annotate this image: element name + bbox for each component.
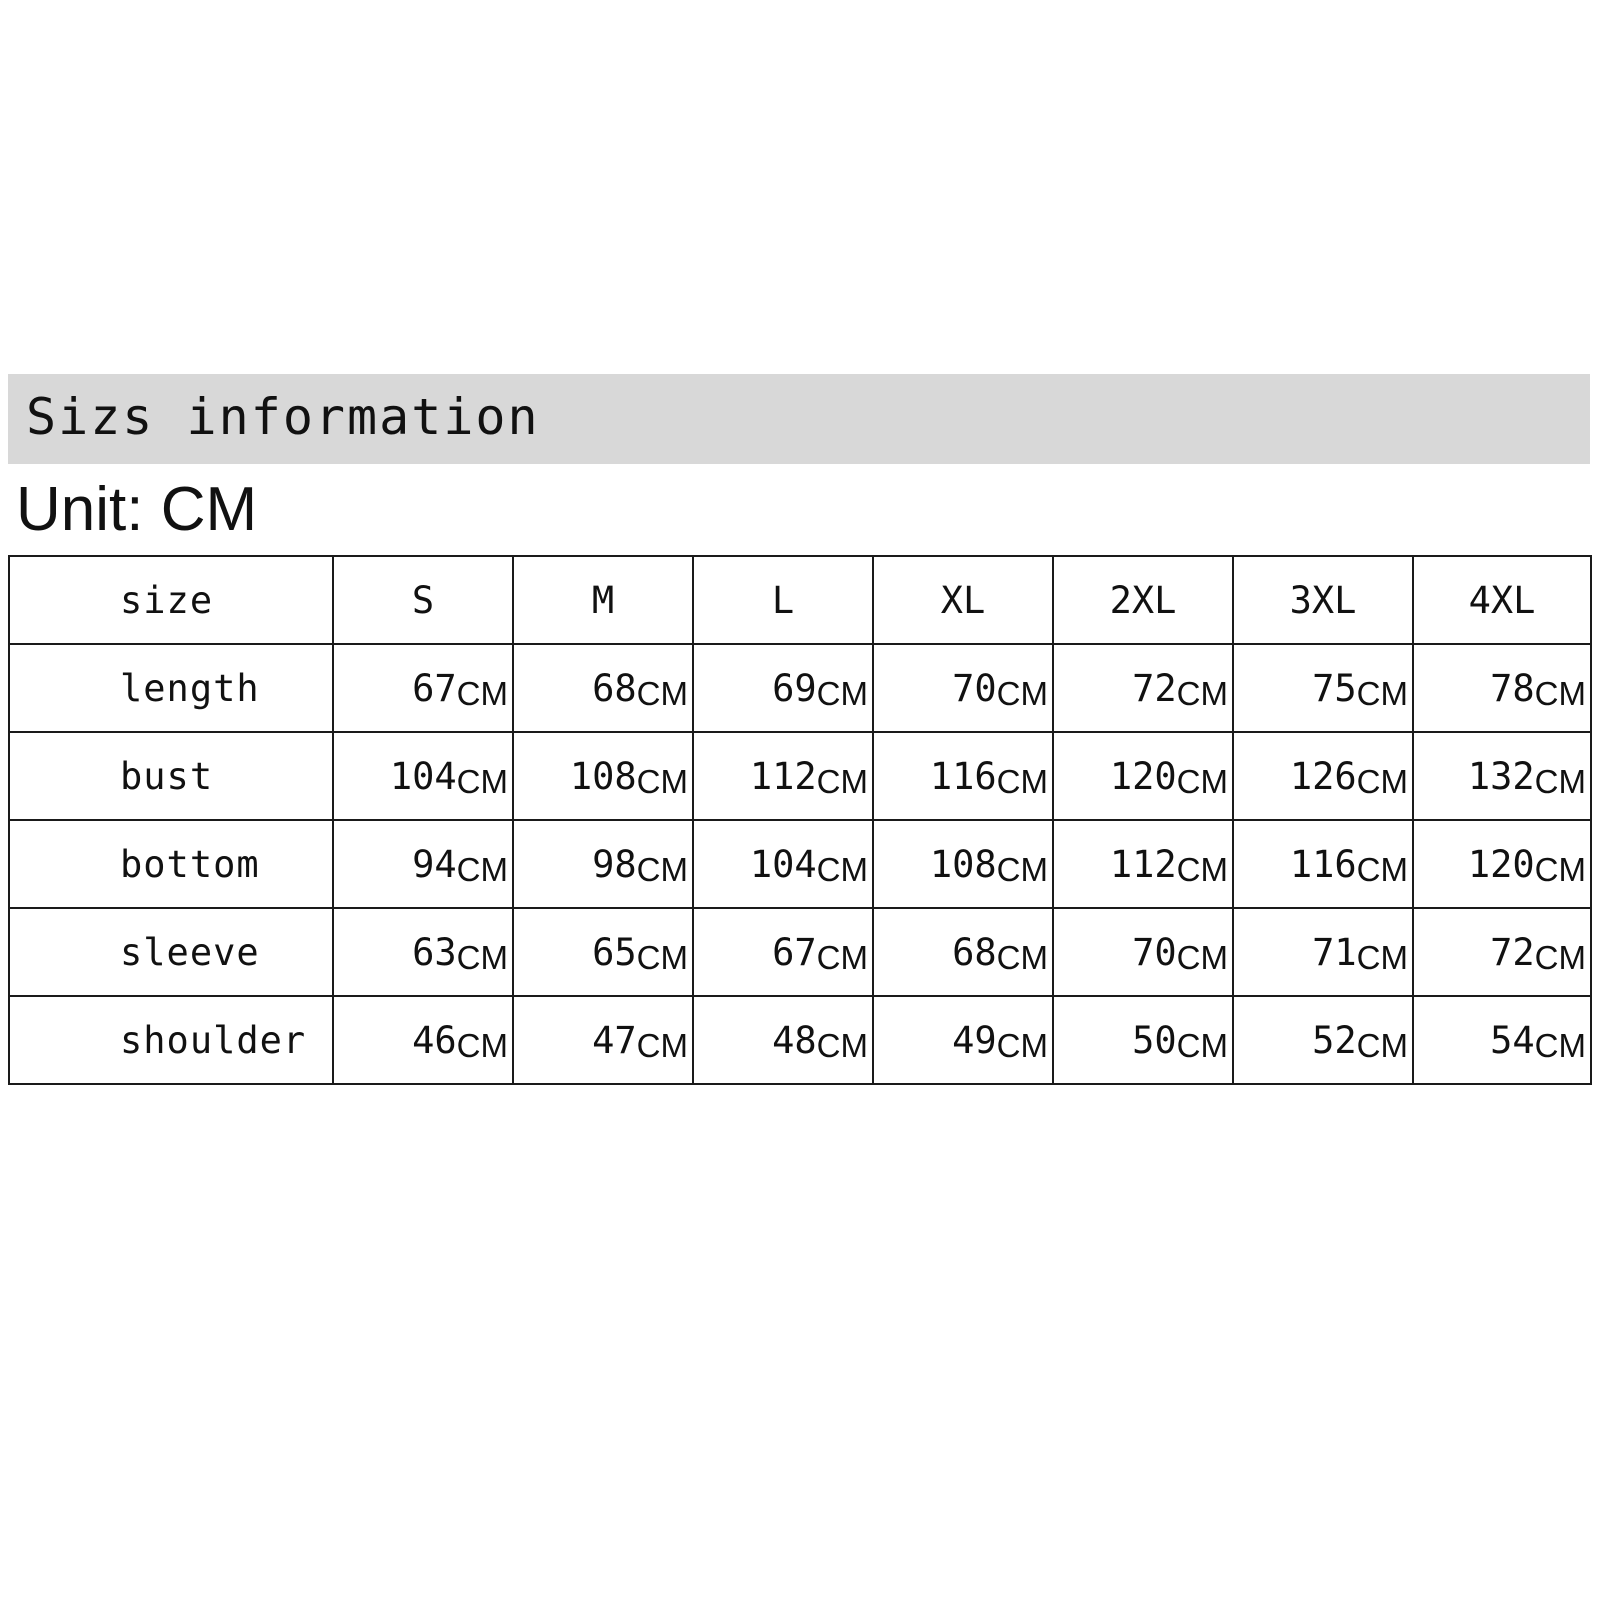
cell-unit: CM bbox=[636, 762, 688, 800]
cell-value: 112 bbox=[749, 754, 817, 798]
cell-value: 94 bbox=[412, 842, 457, 886]
size-header: M bbox=[513, 556, 693, 644]
title-bar bbox=[8, 374, 1590, 464]
value-cell bbox=[1413, 644, 1591, 732]
cell-value: 50 bbox=[1132, 1018, 1177, 1062]
cell-value: 47 bbox=[592, 1018, 637, 1062]
cell-unit: CM bbox=[816, 938, 868, 976]
table-row bbox=[9, 996, 1591, 1084]
value-cell bbox=[1413, 996, 1591, 1084]
value-cell bbox=[1413, 732, 1591, 820]
cell-value: 108 bbox=[929, 842, 997, 886]
value-cell bbox=[1053, 820, 1233, 908]
size-header: 2XL bbox=[1053, 556, 1233, 644]
cell-unit: CM bbox=[1176, 674, 1228, 712]
value-cell bbox=[1233, 820, 1413, 908]
value-cell bbox=[693, 644, 873, 732]
cell-unit: CM bbox=[816, 850, 868, 888]
value-cell bbox=[333, 996, 513, 1084]
cell-unit: CM bbox=[816, 674, 868, 712]
value-cell bbox=[873, 820, 1053, 908]
cell-unit: CM bbox=[456, 762, 508, 800]
value-cell bbox=[333, 820, 513, 908]
cell-unit: CM bbox=[996, 674, 1048, 712]
cell-value: 120 bbox=[1467, 842, 1535, 886]
value-cell bbox=[513, 644, 693, 732]
size-header: L bbox=[693, 556, 873, 644]
cell-value: 132 bbox=[1467, 754, 1535, 798]
value-cell bbox=[1053, 996, 1233, 1084]
size-header: 3XL bbox=[1233, 556, 1413, 644]
cell-unit: CM bbox=[636, 938, 688, 976]
cell-unit: CM bbox=[456, 1026, 508, 1064]
cell-value: 65 bbox=[592, 930, 637, 974]
cell-unit: CM bbox=[1534, 762, 1586, 800]
size-header: XL bbox=[873, 556, 1053, 644]
cell-value: 116 bbox=[1289, 842, 1357, 886]
cell-unit: CM bbox=[996, 850, 1048, 888]
cell-unit: CM bbox=[816, 762, 868, 800]
cell-value: 116 bbox=[929, 754, 997, 798]
value-cell bbox=[513, 996, 693, 1084]
size-chart-table bbox=[8, 555, 1592, 1085]
size-header: 4XL bbox=[1413, 556, 1591, 644]
cell-unit: CM bbox=[456, 850, 508, 888]
value-cell bbox=[1413, 820, 1591, 908]
cell-value: 120 bbox=[1109, 754, 1177, 798]
cell-unit: CM bbox=[456, 674, 508, 712]
cell-value: 112 bbox=[1109, 842, 1177, 886]
table-row bbox=[9, 820, 1591, 908]
row-label: shoulder bbox=[9, 996, 333, 1084]
value-cell bbox=[693, 908, 873, 996]
cell-value: 48 bbox=[772, 1018, 817, 1062]
value-cell bbox=[693, 732, 873, 820]
value-cell bbox=[513, 732, 693, 820]
cell-unit: CM bbox=[996, 938, 1048, 976]
row-label: bottom bbox=[9, 820, 333, 908]
value-cell bbox=[1053, 908, 1233, 996]
cell-value: 54 bbox=[1490, 1018, 1535, 1062]
value-cell bbox=[333, 908, 513, 996]
cell-unit: CM bbox=[1176, 850, 1228, 888]
cell-value: 63 bbox=[412, 930, 457, 974]
cell-unit: CM bbox=[1534, 938, 1586, 976]
cell-unit: CM bbox=[1534, 674, 1586, 712]
cell-unit: CM bbox=[1534, 1026, 1586, 1064]
value-cell bbox=[873, 644, 1053, 732]
cell-value: 72 bbox=[1132, 666, 1177, 710]
size-header: S bbox=[333, 556, 513, 644]
cell-unit: CM bbox=[636, 850, 688, 888]
cell-unit: CM bbox=[1356, 938, 1408, 976]
cell-value: 98 bbox=[592, 842, 637, 886]
cell-value: 70 bbox=[1132, 930, 1177, 974]
table-row bbox=[9, 732, 1591, 820]
value-cell bbox=[873, 732, 1053, 820]
cell-value: 69 bbox=[772, 666, 817, 710]
row-label: length bbox=[9, 644, 333, 732]
cell-value: 70 bbox=[952, 666, 997, 710]
row-label: sleeve bbox=[9, 908, 333, 996]
cell-value: 67 bbox=[772, 930, 817, 974]
cell-value: 49 bbox=[952, 1018, 997, 1062]
value-cell bbox=[513, 820, 693, 908]
cell-value: 75 bbox=[1312, 666, 1357, 710]
cell-value: 108 bbox=[569, 754, 637, 798]
row-label: bust bbox=[9, 732, 333, 820]
cell-value: 126 bbox=[1289, 754, 1357, 798]
cell-value: 104 bbox=[749, 842, 817, 886]
header-row bbox=[9, 556, 1591, 644]
cell-unit: CM bbox=[1356, 850, 1408, 888]
corner-header: size bbox=[9, 556, 333, 644]
cell-value: 52 bbox=[1312, 1018, 1357, 1062]
cell-unit: CM bbox=[996, 762, 1048, 800]
cell-value: 78 bbox=[1490, 666, 1535, 710]
value-cell bbox=[333, 644, 513, 732]
cell-value: 72 bbox=[1490, 930, 1535, 974]
cell-value: 68 bbox=[592, 666, 637, 710]
cell-value: 104 bbox=[389, 754, 457, 798]
cell-unit: CM bbox=[1356, 762, 1408, 800]
table-row bbox=[9, 644, 1591, 732]
cell-unit: CM bbox=[456, 938, 508, 976]
cell-unit: CM bbox=[1356, 1026, 1408, 1064]
value-cell bbox=[333, 732, 513, 820]
cell-unit: CM bbox=[1176, 1026, 1228, 1064]
cell-value: 68 bbox=[952, 930, 997, 974]
table-row bbox=[9, 908, 1591, 996]
cell-unit: CM bbox=[1356, 674, 1408, 712]
value-cell bbox=[1233, 644, 1413, 732]
cell-value: 46 bbox=[412, 1018, 457, 1062]
value-cell bbox=[873, 996, 1053, 1084]
cell-value: 71 bbox=[1312, 930, 1357, 974]
value-cell bbox=[1233, 732, 1413, 820]
cell-unit: CM bbox=[1176, 762, 1228, 800]
cell-value: 67 bbox=[412, 666, 457, 710]
value-cell bbox=[1413, 908, 1591, 996]
value-cell bbox=[1233, 908, 1413, 996]
cell-unit: CM bbox=[1176, 938, 1228, 976]
value-cell bbox=[1053, 644, 1233, 732]
value-cell bbox=[1053, 732, 1233, 820]
page-title: Sizs information bbox=[26, 388, 540, 446]
value-cell bbox=[693, 820, 873, 908]
cell-unit: CM bbox=[636, 1026, 688, 1064]
cell-unit: CM bbox=[816, 1026, 868, 1064]
value-cell bbox=[513, 908, 693, 996]
unit-label: Unit: CM bbox=[16, 475, 258, 544]
cell-unit: CM bbox=[636, 674, 688, 712]
value-cell bbox=[693, 996, 873, 1084]
value-cell bbox=[873, 908, 1053, 996]
cell-unit: CM bbox=[1534, 850, 1586, 888]
value-cell bbox=[1233, 996, 1413, 1084]
cell-unit: CM bbox=[996, 1026, 1048, 1064]
